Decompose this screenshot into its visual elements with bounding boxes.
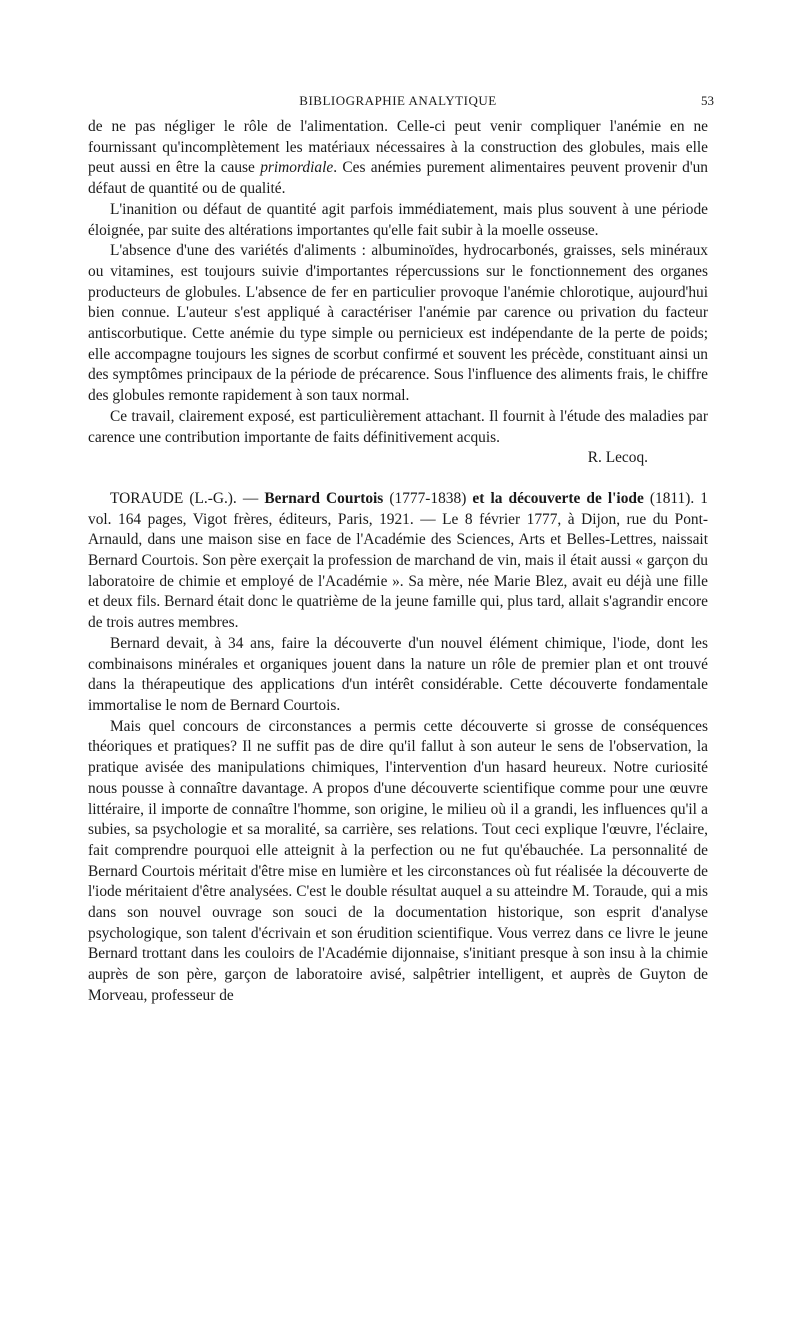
review1-paragraph-2: L'inanition ou défaut de quantité agit parfois immédiatement, mais plus souvent à une période éloignée, par suite des altérations importantes qu'elle fait subir à la moelle osseuse. <box>88 200 708 239</box>
body-text <box>88 117 708 1007</box>
review1-paragraph-4: Ce travail, clairement exposé, est particulièrement attachant. Il fournit à l'étude des maladies par carence une contribution importante de faits définitivement acquis. <box>88 407 708 446</box>
text-run: de ne pas négliger le rôle de l'alimentation. Celle-ci peut venir compliquer l'anémie en ne fournissant qu'incomplètement les matériaux nécessaires à la construction des globules, mais elle peut aussi en être la cause <box>88 118 708 177</box>
document-page <box>88 93 714 1007</box>
review2-title-part2: et la découverte de l'iode <box>472 489 644 507</box>
review1-paragraph-1 <box>88 117 708 200</box>
review1-signature-line <box>88 448 708 469</box>
review2-title: Bernard Courtois <box>264 489 384 507</box>
page-number: 53 <box>701 93 714 108</box>
review2-paragraph-2: Bernard devait, à 34 ans, faire la découverte d'un nouvel élément chimique, l'iode, dont les combinaisons minérales et organiques jouent dans la nature un rôle de premier plan et ont trouvé dans la thérapeutique des applications d'un intérêt considérable. Cette découverte fondamentale immortalise le nom de Bernard Courtois. <box>88 634 708 714</box>
review1-signature: R. Lecoq. <box>587 449 648 467</box>
running-title: BIBLIOGRAPHIE ANALYTIQUE <box>299 93 497 108</box>
review1-paragraph-3: L'absence d'une des variétés d'aliments : albuminoïdes, hydrocarbonés, graisses, sels minéraux ou vitamines, est toujours suivie d'importantes répercussions sur le fonctionnement des organes producteurs de globules. L'absence de fer en particulier provoque l'anémie chlorotique, aujourd'hui bien connue. L'auteur s'est appliqué à caractériser l'anémie par carence ou privation du facteur antiscorbutique. Cette anémie du type simple ou pernicieux est indépendante de la perte de poids; elle accompagne toujours les signes de scorbut confirmé et souvent les précède, constituant ainsi un des symptômes principaux de la période de précarence. Sous l'influence des aliments frais, le chiffre des globules remonte rapidement à son taux normal. <box>88 242 708 405</box>
text-run: . Ces anémies purement alimentaires peuvent provenir d'un défaut de quantité ou de qualité. <box>88 159 708 198</box>
review2-author: TORAUDE (L.-G.). — <box>110 489 265 507</box>
review2-body-start: (1811). 1 vol. 164 pages, Vigot frères, éditeurs, Paris, 1921. — Le 8 février 1777, à Dijon, rue du Pont-Arnauld, dans une maison sise en face de l'Académie des Sciences, Arts et Belles-Lettres, naissait Bernard Courtois. Son père exerçait la profession de marchand de vin, mais il était aussi « garçon du laboratoire de chimie et employé de l'Académie ». Sa mère, née Marie Blez, avait eu déjà une fille et deux fils. Bernard était donc le quatrième de la jeune famille qui, plus tard, allait s'agrandir encore de trois autres membres. <box>88 489 708 632</box>
review2-dates: (1777-1838) <box>383 489 473 507</box>
italic-term: primordiale <box>260 159 334 177</box>
review2-paragraph-3: Mais quel concours de circonstances a permis cette découverte si grosse de conséquences théoriques et pratiques? Il ne suffit pas de dire qu'il fallut à son auteur le sens de l'observation, la pratique avisée des manipulations chimiques, l'intervention d'un hasard heureux. Notre curiosité nous pousse à connaître davantage. A propos d'une découverte scientifique comme pour une œuvre littéraire, il importe de connaître l'homme, son origine, le milieu où il a grandi, les influences qu'il a subies, sa psychologie et sa moralité, sa carrière, ses relations. Tout ceci explique l'œuvre, l'éclaire, fait comprendre pourquoi elle atteignit à la perfection ou ne fut qu'ébauchée. La personnalité de Bernard Courtois méritait d'être mise en lumière et les circonstances où fut réalisée la découverte de l'iode méritaient d'être analysées. C'est le double résultat auquel a su atteindre M. Toraude, qui a mis dans son nouvel ouvrage son souci de la documentation historique, son esprit d'analyse psychologique, son talent d'écrivain et son érudition scientifique. Vous verrez dans ce livre le jeune Bernard trottant dans les couloirs de l'Académie dijonnaise, s'initiant presque à son insu à la chimie auprès de son père, garçon de laboratoire avisé, salpêtrier intelligent, et auprès de Guyton de Morveau, professeur de <box>88 717 708 1004</box>
running-header <box>88 93 714 117</box>
section-gap <box>88 469 708 489</box>
review2-paragraph-1 <box>88 489 708 634</box>
